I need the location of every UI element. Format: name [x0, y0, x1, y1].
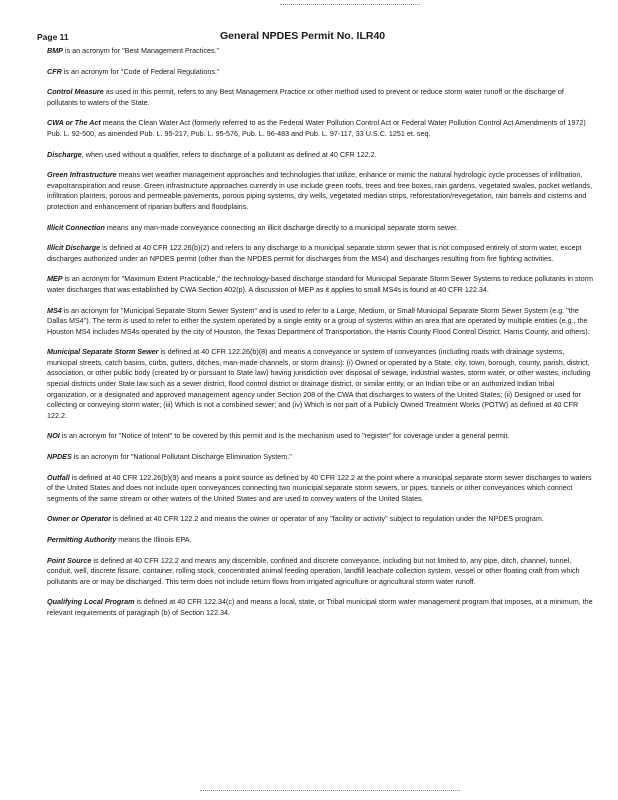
definition-paragraph	[47, 473, 593, 505]
definition-text: is defined at 40 CFR 122.26(b)(2) and refers to any discharge to a municipal separate storm sewer that is not composed entirely of storm water, except discharges authorized under an NPDES permit (other than the NPDES permit for discharges from the MS4) and discharges resulting from fire fighting activities.	[47, 243, 582, 263]
definition-term: NPDES	[47, 452, 72, 462]
definition-text: as used in this permit, refers to any Best Management Practice or other method used to prevent or reduce storm water runoff or the discharge of pollutants to waters of the State.	[47, 87, 564, 107]
page-title: General NPDES Permit No. ILR40	[220, 30, 386, 42]
scan-artifact-top	[280, 4, 420, 6]
definition-text: is defined at 40 CFR 122.34(c) and means a local, state, or Tribal municipal storm water management program that imposes, at a minimum, the relevant requirements of paragraph (b) of Section 122.34.	[47, 597, 593, 617]
definition-term: Municipal Separate Storm Sewer	[47, 347, 159, 357]
definition-text: is an acronym for "National Pollutant Discharge Elimination System."	[71, 452, 292, 462]
definition-term: NOI	[47, 431, 60, 441]
definition-paragraph	[47, 452, 593, 463]
definition-paragraph	[47, 431, 593, 442]
definition-term: CFR	[47, 66, 62, 76]
definition-text: is an acronym for "Notice of Intent" to be covered by this permit and is the mechanism used to "register" for coverage under a general permit.	[59, 431, 510, 441]
definition-term: Outfall	[47, 472, 70, 482]
definition-paragraph	[47, 514, 593, 525]
definition-paragraph	[47, 170, 593, 212]
definitions-list	[37, 46, 593, 619]
definition-term: Green Infrastructure	[47, 170, 117, 180]
definition-text: means the Illinois EPA.	[116, 535, 192, 544]
document-page	[37, 30, 593, 629]
definition-paragraph	[47, 87, 593, 108]
definition-term: Illicit Connection	[47, 222, 105, 232]
definition-paragraph	[47, 243, 593, 264]
definition-text: is an acronym for "Municipal Separate Storm Sewer System" and is used to refer to a Large, Medium, or Small Municipal Separate Storm Sewer System (e.g. "the Dallas MS4"). The term is used to refer to either the system operated by a single entity or a group of systems within an area that are operated by multiple entities (e.g., the Houston MS4 includes MS4s operated by the city of Houston, the Texas Department of Transportation, the Harris County Flood Control District, Harris County, and others).	[47, 305, 590, 336]
definition-text: is defined at 40 CFR 122.2 and means any discernible, confined and discrete conveyance, including but not limited to, any pipe, ditch, channel, tunnel, conduit, well, discrete fissure, container, rolling stock, concentrated animal feeding operation, landfill leachate collection system, vessel or other floating craft from which pollutants are or may be discharged. This term does not include return flows from irrigated agriculture or agricultural storm water runoff.	[47, 555, 580, 586]
definition-paragraph	[47, 118, 593, 139]
definition-term: Permitting Authority	[47, 535, 117, 544]
definition-term: Illicit Discharge	[47, 243, 101, 253]
definition-paragraph	[47, 597, 593, 618]
definition-text: means wet weather management approaches and technologies that utilize, enhance or mimic the natural hydrologic cycle processes of infiltration, evapotranspiration and reuse. Green infrastructure approaches currently in use include green roofs, trees and tree boxes, rain gardens, vegetated swales, pocket wetlands, infiltration planters, porous and permeable pavements, porous piping systems, dry wells, vegetated median strips, reforestation/revegetation, rain barrels and cisterns and protection and enhancement of riparian buffers and floodplains.	[47, 170, 592, 211]
page-number: Page 11	[37, 32, 69, 42]
definition-paragraph	[47, 150, 593, 161]
definition-paragraph	[47, 306, 593, 338]
definition-paragraph	[47, 556, 593, 588]
definition-term: CWA or The Act	[47, 118, 101, 128]
definition-term: Discharge	[47, 149, 82, 159]
definition-term: Qualifying Local Program	[47, 597, 135, 607]
definition-paragraph	[47, 46, 593, 57]
definition-term: BMP	[47, 46, 63, 55]
definition-term: MEP	[47, 274, 63, 284]
definition-text: means any man-made conveyance connecting an illicit discharge directly to a municipal separate storm sewer.	[104, 222, 459, 232]
definition-term: Point Source	[47, 555, 92, 565]
definition-term: Control Measure	[47, 87, 104, 97]
definition-paragraph	[47, 223, 593, 234]
definition-text: is defined at 40 CFR 122.26(b)(9) and means a point source as defined by 40 CFR 122.2 at the point where a municipal separate storm sewer discharges to waters of the United States and does not include open conveyances connecting two municipal separate storm sewers, or pipes, tunnels or other conveyances which connect segments of the same stream or other waters of the United States and are used to convey waters of the United States.	[47, 472, 592, 503]
definition-text: is defined at 40 CFR 122.26(b)(8) and means a conveyance or system of conveyances (including roads with drainage systems, municipal streets, catch basins, curbs, gutters, ditches, man-made channels, or storm drains): (i) Owned or operated by a State, city, town, borough, county, parish, district, association, or other public body (created by or pursuant to State law) having jurisdiction over disposal of sewage, industrial wastes, storm water, or other wastes, including special districts under State law such as a sewer district, flood control district or drainage district, or similar entity, or an Indian tribe or an authorized Indian tribal organization, or a designated and approved management agency under Section 208 of the CWA that discharges to waters of the United States; (ii) Designed or used for collecting or conveying storm water; (iii) Which is not a combined sewer; and (iv) Which is not part of a Publicly Owned Treatment Works (POTW) as defined at 40 CFR 122.2.	[47, 347, 591, 420]
definition-term: MS4	[47, 305, 62, 315]
definition-text: means the Clean Water Act (formerly referred to as the Federal Water Pollution Control Act or Federal Water Pollution Control Act Amendments of 1972) Pub. L. 92-500, as amended Pub. L. 95-217, Pub. L. 95-576, Pub. L. 96-483 and Pub. L. 97-117, 33 U.S.C. 1251 et. seq.	[47, 118, 586, 138]
definition-paragraph	[47, 67, 593, 78]
definition-paragraph	[47, 274, 593, 295]
definition-term: Owner or Operator	[47, 514, 111, 524]
definition-text: , when used without a qualifier, refers to discharge of a pollutant as defined at 40 CFR 122.2.	[81, 149, 377, 159]
scan-artifact-bottom	[200, 790, 460, 792]
definition-paragraph	[47, 347, 593, 421]
definition-text: is an acronym for "Maximum Extent Practicable," the technology-based discharge standard for Municipal Separate Storm Sewer Systems to reduce pollutants in storm water discharges that was established by CWA Section 402(p). A discussion of MEP as it applies to small MS4s is found at 40 CFR 122.34.	[47, 274, 594, 294]
definition-text: is an acronym for "Code of Federal Regulations."	[61, 66, 220, 76]
definition-paragraph	[47, 535, 593, 546]
definition-text: is an acronym for "Best Management Practices."	[62, 46, 220, 55]
definition-text: is defined at 40 CFR 122.2 and means the owner or operator of any "facility or activity" subject to regulation under the NPDES program.	[110, 514, 544, 524]
page-header	[37, 30, 593, 44]
